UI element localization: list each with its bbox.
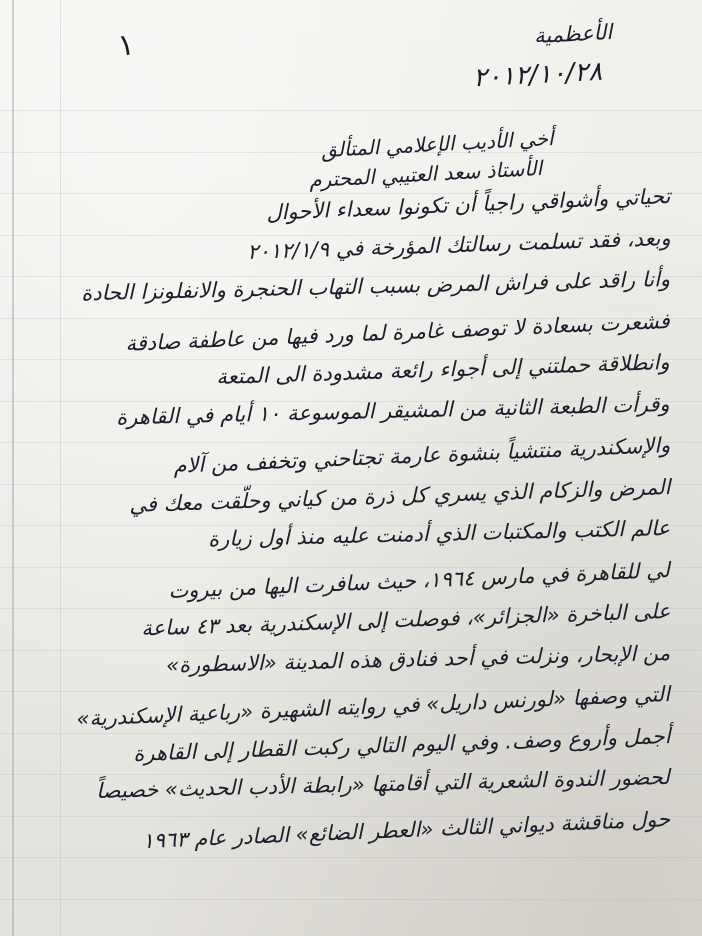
body-line: حول مناقشة ديواني الثالث «العطر الضائع» الصادر عام ١٩٦٣ [141, 806, 671, 853]
letter-date: ٢٠١٢/١٠/٢٨ [472, 56, 603, 94]
letter-place: الأعظمية [533, 19, 613, 49]
greeting-line: أخي الأديب الإعلامي المتألق [320, 125, 555, 163]
body-line: التي وصفها «لورنس داريل» في روايته الشهيرة «رباعية الإسكندرية» [76, 682, 671, 731]
body-line: على الباخرة «الجزائر»، فوصلت إلى الإسكندرية بعد ٤٣ ساعة [140, 599, 671, 641]
body-line: وأنا راقد على فراش المرض بسبب التهاب الحنجرة والانفلونزا الحادة [80, 267, 671, 306]
ruled-line [0, 110, 702, 111]
body-line: وبعد، فقد تسلمت رسالتك المؤرخة في ٢٠١٢/١/٩ [246, 225, 671, 264]
margin-rule-faint [60, 0, 61, 936]
ruled-line [0, 899, 702, 900]
body-line: عالم الكتب والمكتبات الذي أدمنت عليه منذ أول زيارة [207, 516, 671, 552]
body-line: المرض والزكام الذي يسري كل ذرة من كياني وحلّقت معك في [128, 474, 671, 517]
greeting-line: الأستاذ سعد العتيبي المحترم [308, 155, 543, 193]
margin-rule [12, 0, 14, 936]
body-line: من الإبحار، ونزلت في أحد فنادق هذه المدينة «الاسطورة» [165, 640, 671, 677]
body-line: فشعرت بسعادة لا توصف غامرة لما ورد فيها من عاطفة صادقة [125, 308, 671, 356]
body-line: وقرأت الطبعة الثانية من المشيقر الموسوعة ١٠ أيام في القاهرة [116, 391, 671, 430]
body-line: لي للقاهرة في مارس ١٩٦٤، حيث سافرت اليها من بيروت [168, 557, 671, 603]
body-line: لحضور الندوة الشعرية التي أقامتها «رابطة الأدب الحديث» خصيصاً [96, 765, 671, 804]
body-line: والإسكندرية منتشياً بنشوة عارمة تجتاحني وتخفف من آلام [172, 433, 671, 478]
body-line: وانطلاقة حملتني إلى أجواء رائعة مشدودة الى المتعة [216, 350, 671, 390]
body-line: أجمل وأروع وصف. وفي اليوم التالي ركبت القطار إلى القاهرة [132, 723, 671, 766]
body-line: تحياتي وأشواقي راجياً أن تكونوا سعداء الأحوال [265, 184, 671, 225]
page-number: ١ [115, 27, 137, 64]
ruled-line [0, 857, 702, 858]
